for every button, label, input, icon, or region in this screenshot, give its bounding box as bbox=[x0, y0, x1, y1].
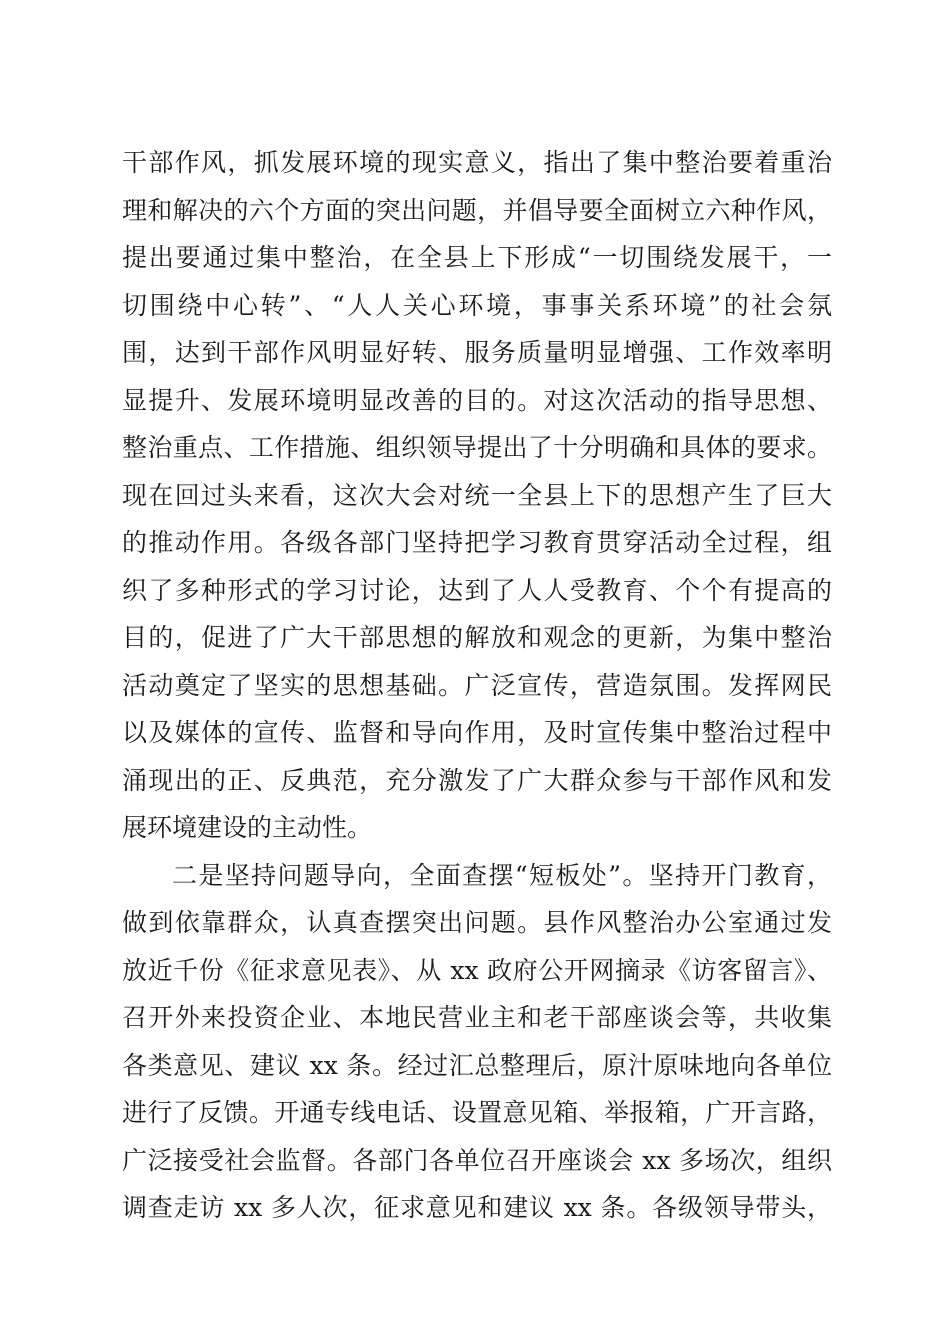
text-line: 显提升、发展环境明显改善的目的。对这次活动的指导思想、 bbox=[122, 385, 832, 415]
text-line: 放近千份《征求意见表》、从 xx 政府公开网摘录《访客留言》、 bbox=[122, 955, 832, 985]
text-line: 现在回过头来看，这次大会对统一全县上下的思想产生了巨大 bbox=[122, 480, 832, 510]
text-line: 理和解决的六个方面的突出问题，并倡导要全面树立六种作风， bbox=[122, 195, 832, 225]
text-line: 召开外来投资企业、本地民营业主和老干部座谈会等，共收集 bbox=[122, 1003, 832, 1032]
text-line: 切围绕中心转”、“人人关心环境，事事关系环境”的社会氛 bbox=[122, 290, 832, 320]
text-line: 围，达到干部作风明显好转、服务质量明显增强、工作效率明 bbox=[122, 338, 832, 367]
text-line: 广泛接受社会监督。各部门各单位召开座谈会 xx 多场次，组织 bbox=[122, 1145, 832, 1175]
text-line: 进行了反馈。开通专线电话、设置意见箱、举报箱，广开言路， bbox=[122, 1098, 832, 1127]
paragraph-2 bbox=[122, 852, 832, 1232]
text-line: 调查走访 xx 多人次，征求意见和建议 xx 条。各级领导带头， bbox=[122, 1193, 832, 1222]
text-line: 涌现出的正、反典范，充分激发了广大群众参与干部作风和发 bbox=[122, 765, 832, 795]
text-line: 整治重点、工作措施、组织领导提出了十分明确和具体的要求。 bbox=[122, 433, 832, 462]
body-text bbox=[122, 139, 832, 1232]
text-line: 二是坚持问题导向，全面查摆“短板处”。坚持开门教育， bbox=[172, 860, 832, 890]
text-line: 的推动作用。各级各部门坚持把学习教育贯穿活动全过程，组 bbox=[122, 528, 832, 557]
text-line: 做到依靠群众，认真查摆突出问题。县作风整治办公室通过发 bbox=[122, 908, 832, 937]
text-line: 织了多种形式的学习讨论，达到了人人受教育、个个有提高的 bbox=[122, 575, 832, 605]
text-line: 提出要通过集中整治，在全县上下形成“一切围绕发展干，一 bbox=[122, 243, 832, 272]
text-line: 活动奠定了坚实的思想基础。广泛宣传，营造氛围。发挥网民 bbox=[122, 670, 832, 700]
paragraph-1 bbox=[122, 139, 832, 852]
text-line: 以及媒体的宣传、监督和导向作用，及时宣传集中整治过程中 bbox=[122, 718, 832, 747]
text-line: 各类意见、建议 xx 条。经过汇总整理后，原汁原味地向各单位 bbox=[122, 1050, 832, 1080]
text-line: 干部作风，抓发展环境的现实意义，指出了集中整治要着重治 bbox=[122, 148, 832, 177]
text-line: 目的，促进了广大干部思想的解放和观念的更新，为集中整治 bbox=[122, 623, 832, 652]
text-line: 展环境建设的主动性。 bbox=[122, 813, 373, 842]
